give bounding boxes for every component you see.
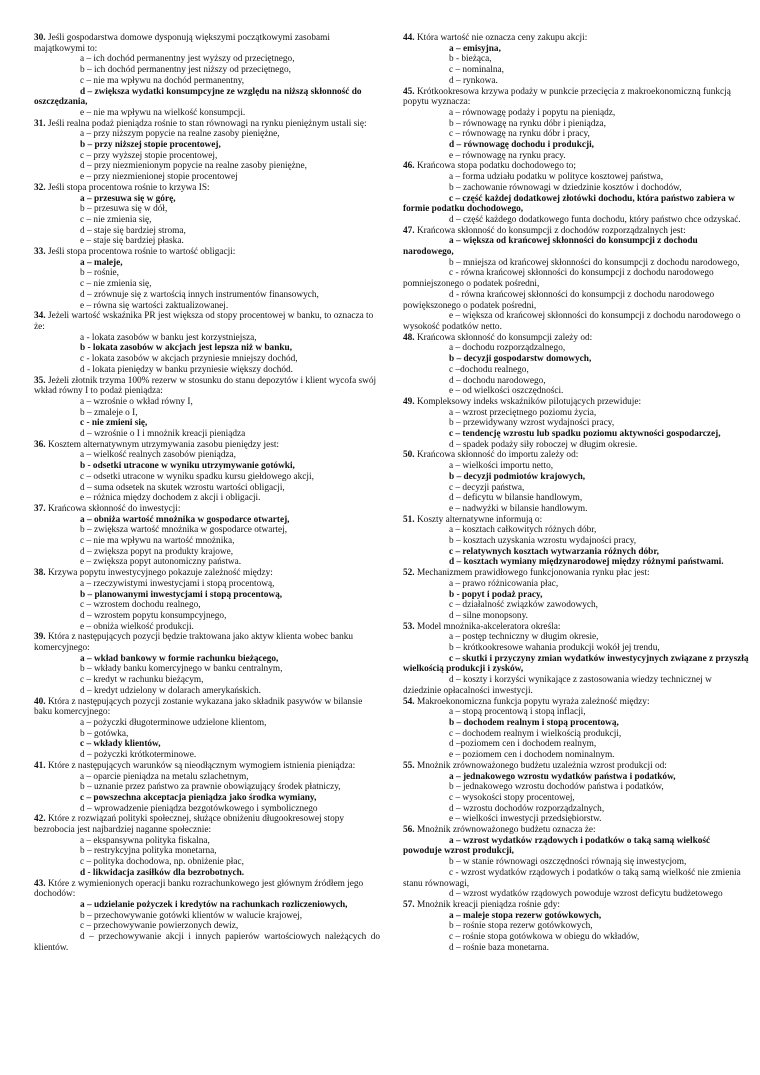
question-block <box>403 397 749 451</box>
answer-option: c – dochodem realnym i wielkością produkcji, <box>449 728 622 739</box>
answer-option-correct: c – tendencję wzrostu lub spadku poziomu aktywności gospodarczej, <box>449 429 721 440</box>
answer-option: d - lokata pieniędzy w banku przyniesie większy dochód. <box>80 364 293 375</box>
question-number: 33. <box>34 247 46 258</box>
answer-option: e – równa się wartości zaktualizowanej. <box>80 300 229 311</box>
answer-option: b – przewidywany wzrost wydajności pracy, <box>449 418 615 429</box>
answer-option: b – zwiększa wartość mnożnika w gospodarce otwartej, <box>80 525 288 536</box>
question-stem: Krzywa popytu inwestycyjnego pokazuje zależność między: <box>47 568 273 579</box>
question-stem: Krańcowa skłonność do konsumpcji z dochodów rozporządzalnych jest: <box>416 225 686 236</box>
answer-option: c – decyzji państwa, <box>449 482 525 493</box>
answer-option: d – zrównuje się z wartością innych instrumentów finansowych, <box>80 289 319 300</box>
answer-option: d – wzrośnie o I i mnożnik kreacji pieniądza <box>80 429 246 440</box>
answer-option: c – równowagę na rynku dóbr i pracy, <box>449 129 590 140</box>
question-block <box>403 226 749 333</box>
question-number: 31. <box>34 118 46 129</box>
answer-option-correct: c - nie zmieni się, <box>80 418 148 429</box>
answer-option: d – wzrostem popytu konsumpcyjnego, <box>80 610 227 621</box>
question-number: 42. <box>34 814 46 825</box>
question-stem: Mnożnik zrównoważonego budżetu oznacza że: <box>416 825 596 836</box>
question-text <box>403 568 749 579</box>
question-stem: Kompleksowy indeks wskaźników pilotujących przewiduje: <box>416 396 642 407</box>
answer-option: c – polityka dochodowa, np. obniżenie płac, <box>80 857 244 868</box>
answer-option: e – nadwyżki w bilansie handlowym. <box>449 503 588 514</box>
question-text <box>403 515 749 526</box>
answer-option: b – zachowanie równowagi w dziedzinie kosztów i dochodów, <box>449 182 682 193</box>
question-number: 32. <box>34 182 46 193</box>
answer-option: c – przy wyższej stopie procentowej, <box>80 150 218 161</box>
question-text <box>403 697 749 708</box>
question-stem: Mnożnik kreacji pieniądza rośnie gdy: <box>416 899 560 910</box>
answer-option: c – kredyt w rachunku bieżącym, <box>80 675 204 686</box>
answer-option: c - wzrost wydatków rządowych i podatków o taką samą wielkość nie zmienia stanu równowagi, <box>403 867 741 889</box>
answer-option: a – ich dochód permanentny jest wyższy od przeciętnego, <box>80 54 295 65</box>
question-block <box>34 761 380 815</box>
question-text <box>403 450 749 461</box>
question-block <box>34 119 380 183</box>
answer-option: d – suma odsetek na skutek wzrostu wartości obligacji, <box>80 482 285 493</box>
question-number: 37. <box>34 503 46 514</box>
answer-option: c –dochodu realnego, <box>449 364 529 375</box>
right-column <box>403 33 749 953</box>
answer-option-correct: b - lokata zasobów w akcjach jest lepsza niż w banku, <box>80 343 293 354</box>
answer-option-correct: a – obniża wartość mnożnika w gospodarce otwartej, <box>80 514 290 525</box>
question-block <box>403 761 749 825</box>
answer-option: c – nie ma wpływu na dochód permanentny, <box>80 75 245 86</box>
question-block <box>34 814 380 878</box>
answer-option: c - lokata zasobów w akcjach przyniesie mniejszy dochód, <box>80 354 298 365</box>
answer-option: d – przechowywanie akcji i innych papierów wartościowych należących do klientów. <box>34 932 380 953</box>
answer-option: c – wzrostem dochodu realnego, <box>80 600 201 611</box>
answer-option: a – równowagę podaży i popytu na pieniądz, <box>449 107 616 118</box>
answer-option-correct: a – maleje stopa rezerw gotówkowych, <box>449 910 602 921</box>
question-number: 57. <box>403 899 415 910</box>
question-number: 50. <box>403 450 415 461</box>
question-text <box>34 376 380 397</box>
answer-option: d – dochodu narodowego, <box>449 375 546 386</box>
question-block <box>403 87 749 162</box>
answer-option: e – różnica między dochodem z akcji i obligacji. <box>80 493 261 504</box>
answer-option: e – staje się bardziej płaska. <box>80 236 184 247</box>
answer-option: a – wielkość realnych zasobów pieniądza, <box>80 450 236 461</box>
answer-option: c – odsetki utracone w wyniku spadku kursu giełdowego akcji, <box>80 471 314 482</box>
answer-option: a – dochodu rozporządzalnego, <box>449 343 566 354</box>
answer-option: a – oparcie pieniądza na metalu szlachetnym, <box>80 771 249 782</box>
question-text <box>34 33 380 54</box>
answer-option: d – wzrost wydatków rządowych powoduje wzrost deficytu budżetowego <box>449 889 723 900</box>
question-block <box>34 376 380 440</box>
answer-option: e – obniża wielkość produkcji. <box>80 621 194 632</box>
question-text <box>34 440 380 451</box>
answer-option: b – zmaleje o I, <box>80 407 138 418</box>
answer-option: b – krótkookresowe wahania produkcji wokół jej trendu, <box>449 643 660 654</box>
answer-option: b – rośnie stopa rezerw gotówkowych, <box>449 921 593 932</box>
question-text <box>403 900 749 911</box>
question-block <box>403 333 749 397</box>
question-number: 53. <box>403 621 415 632</box>
answer-option: d – kredyt udzielony w dolarach amerykańskich. <box>80 685 261 696</box>
answer-option-correct: c – relatywnych kosztach wytwarzania różnych dóbr, <box>449 546 659 557</box>
answer-option: a – forma udziału podatku w polityce kosztowej państwa, <box>449 172 664 183</box>
answer-option: a – ekspansywna polityka fiskalna, <box>80 835 210 846</box>
question-stem: Mechanizmem prawidłowego funkcjonowania rynku płac jest: <box>416 568 650 579</box>
question-text <box>403 397 749 408</box>
answer-option-correct: b - popyt i podaż pracy, <box>449 589 543 600</box>
answer-option-correct: d – równowagę dochodu i produkcji, <box>449 140 594 151</box>
answer-option: c – nominalna, <box>449 65 504 76</box>
answer-option: a – postęp techniczny w długim okresie, <box>449 632 599 643</box>
question-number: 56. <box>403 825 415 836</box>
question-text <box>403 161 749 172</box>
answer-option: d – koszty i korzyści wynikające z zastosowania wiedzy technicznej w dziedzinie opłacalności inwestycji. <box>403 675 712 696</box>
question-number: 38. <box>34 568 46 579</box>
answer-option: b – przesuwa się w dół, <box>80 204 168 215</box>
question-stem: Jeśli stopa procentowa rośnie to wartość obligacji: <box>47 247 236 258</box>
question-number: 36. <box>34 439 46 450</box>
question-stem: Kosztem alternatywnym utrzymywania zasobu pieniędzy jest: <box>47 439 280 450</box>
answer-option-correct: a – emisyjna, <box>449 43 501 54</box>
question-text <box>403 87 749 108</box>
answer-option: e – większa od krańcowej skłonności do konsumpcji z dochodu narodowego o wysokość podatków netto. <box>403 311 741 332</box>
answer-option: a – wzrost przeciętnego poziomu życia, <box>449 407 597 418</box>
answer-option: e – równowagę na rynku pracy. <box>449 150 566 161</box>
question-number: 39. <box>34 632 46 643</box>
question-text <box>34 697 380 718</box>
answer-option: c – nie zmienia się, <box>80 279 152 290</box>
answer-option: a – prawo różnicowania płac, <box>449 578 559 589</box>
question-block <box>403 33 749 87</box>
answer-option: b – przechowywanie gotówki klientów w walucie krajowej, <box>80 910 303 921</box>
question-block <box>34 879 380 954</box>
answer-option-correct: b - odsetki utracone w wyniku utrzymywanie gotówki, <box>80 461 295 472</box>
question-text <box>403 761 749 772</box>
answer-option: a – pożyczki długoterminowe udzielone klientom, <box>80 718 267 728</box>
question-stem: Model mnożnika-akceleratora określa: <box>416 621 561 632</box>
question-stem: Makroekonomiczna funkcja popytu wyraża zależność między: <box>416 696 650 707</box>
answer-option: e – od wielkości oszczędności. <box>449 386 564 397</box>
question-stem: Która z następujących pozycji zostanie wykazana jako składnik pasywów w bilansie baku komercyjnego: <box>34 696 363 718</box>
question-stem: Koszty alternatywne informują o: <box>416 514 543 525</box>
question-block <box>34 33 380 119</box>
question-number: 47. <box>403 225 415 236</box>
question-block <box>403 161 749 225</box>
answer-option-correct: a – przesuwa się w górę, <box>80 193 176 204</box>
question-block <box>34 504 380 568</box>
question-stem: Jeśli realna podaż pieniądza rośnie to stan równowagi na rynku pieniężnym ustali się: <box>47 118 367 129</box>
answer-option-correct: b – planowanymi inwestycjami i stopą procentową, <box>80 589 283 600</box>
question-block <box>403 825 749 900</box>
answer-option: c – rośnie stopa gotówkowa w obiegu do wkładów, <box>449 932 640 943</box>
answer-option: b – wkłady banku komercyjnego w banku centralnym, <box>80 664 283 675</box>
question-number: 52. <box>403 568 415 579</box>
answer-option-correct: b – decyzji gospodarstw domowych, <box>449 354 592 365</box>
answer-option-correct: a – większa od krańcowej skłonności do konsumpcji z dochodu narodowego, <box>403 236 698 258</box>
question-stem: Krańcowa skłonność do konsumpcji zależy od: <box>416 332 593 343</box>
question-stem: Która z następujących pozycji będzie traktowana jako aktyw klienta wobec banku komercyjnego: <box>34 632 354 654</box>
question-text <box>34 568 380 579</box>
question-stem: Które z następujących warunków są nieodłącznym wymogiem istnienia pieniądza: <box>47 760 356 771</box>
question-stem: Krótkookresowa krzywa podaży w punkcie przecięcia z makroekonomiczną funkcją popytu wyznacza: <box>403 86 731 108</box>
answer-option: d – część każdego dodatkowego funta dochodu, który państwo chce odzyskać. <box>449 214 741 225</box>
question-number: 49. <box>403 396 415 407</box>
answer-option: d – rośnie baza monetarna. <box>449 942 549 953</box>
question-text <box>34 814 380 835</box>
question-number: 34. <box>34 311 46 322</box>
answer-option-correct: a – wzrost wydatków rządowych i podatków o taką samą wielkość powoduje wzrost produkcji, <box>403 835 711 857</box>
answer-option: e – zwiększa popyt autonomiczny państwa. <box>80 557 242 568</box>
answer-option-correct: d – kosztach wymiany międzynarodowej między różnymi państwami. <box>449 557 724 568</box>
answer-option: e – nie ma wpływu na wielkość konsumpcji. <box>80 107 246 118</box>
question-stem: Mnożnik zrównoważonego budżetu uzależnia wzrost produkcji od: <box>416 760 667 771</box>
answer-option: d – staje się bardziej stroma, <box>80 225 186 236</box>
answer-option: b – jednakowego wzrostu dochodów państwa i podatków, <box>449 782 664 793</box>
answer-option: d – spadek podaży siły roboczej w długim okresie. <box>449 439 638 450</box>
question-stem: Które z wymienionych operacji banku rozrachunkowego jest głównym źródłem jego dochodów: <box>34 878 364 900</box>
answer-option-correct: b – dochodem realnym i stopą procentową, <box>449 718 619 728</box>
question-block <box>34 183 380 247</box>
answer-option: a – kosztach całkowitych różnych dóbr, <box>449 525 597 536</box>
question-text <box>34 879 380 900</box>
question-number: 51. <box>403 514 415 525</box>
question-block <box>403 568 749 622</box>
question-block <box>403 697 749 761</box>
answer-option-correct: a – wkład bankowy w formie rachunku bieżącego, <box>80 653 279 664</box>
answer-option: d –poziomem cen i dochodem realnym, <box>449 739 597 750</box>
question-text <box>403 33 749 44</box>
answer-option: d – pożyczki krótkoterminowe. <box>80 750 197 761</box>
question-number: 30. <box>34 33 46 43</box>
answer-option-correct: c – powszechna akceptacja pieniądza jako środka wymiany, <box>80 792 317 803</box>
answer-option-correct: c – skutki i przyczyny zmian wydatków inwestycyjnych związane z przyszłą wielkością produkcji i zysków, <box>403 653 749 675</box>
answer-option: b – ich dochód permanentny jest niższy od przeciętnego, <box>80 65 291 76</box>
answer-option-correct: b – decyzji podmiotów krajowych, <box>449 471 586 482</box>
question-block <box>34 697 380 761</box>
answer-option: a – przy niższym popycie na realne zasoby pieniężne, <box>80 129 280 140</box>
answer-option: e – przy niezmienionej stopie procentowej <box>80 172 238 183</box>
answer-option-correct: a – udzielanie pożyczek i kredytów na rachunkach rozliczeniowych, <box>80 899 348 910</box>
question-text <box>34 632 380 653</box>
answer-option: c – nie zmienia się, <box>80 214 152 225</box>
question-block <box>34 247 380 311</box>
question-block <box>34 632 380 696</box>
question-block <box>403 450 749 514</box>
answer-option-correct: c – część każdej dodatkowej złotówki dochodu, która państwo zabiera w formie podatku dochodowego, <box>403 193 735 215</box>
question-text <box>34 247 380 258</box>
answer-option: c – wysokości stopy procentowej, <box>449 792 575 803</box>
answer-option: a – wzrośnie o wkład równy I, <box>80 396 193 407</box>
question-text <box>34 119 380 130</box>
question-stem: Jeśli gospodarstwa domowe dysponują większymi początkowymi zasobami majątkowymi to: <box>34 33 330 54</box>
question-stem: Krańcowa stopa podatku dochodowego to; <box>416 161 576 172</box>
question-text <box>403 825 749 836</box>
answer-option: b – restrykcyjna polityka monetarna, <box>80 846 217 857</box>
question-stem: Jeśli stopa procentowa rośnie to krzywa IS: <box>47 182 210 193</box>
answer-option: c - równa krańcowej skłonności do konsumpcji z dochodu narodowego pomniejszonego o podatek pośredni, <box>403 268 714 290</box>
answer-option-correct: c – wkłady klientów, <box>80 739 161 750</box>
question-text <box>403 622 749 633</box>
answer-option: d – przy niezmienionym popycie na realne zasoby pieniężne, <box>80 161 307 172</box>
question-block <box>34 568 380 632</box>
answer-option: e – poziomem cen i dochodem nominalnym. <box>449 750 615 761</box>
answer-option-correct: b – przy niższej stopie procentowej, <box>80 140 221 151</box>
question-block <box>34 311 380 375</box>
answer-option-correct: d - likwidacja zasiłków dla bezrobotnych. <box>80 867 245 878</box>
question-text <box>403 333 749 344</box>
question-text <box>34 311 380 332</box>
question-stem: Które z rozwiązań polityki społecznej, służące obniżeniu długookresowej stopy bezrobocia jest najbardziej naganne społecznie: <box>34 814 345 836</box>
question-text <box>34 761 380 772</box>
answer-option: d – wprowadzenie pieniądza bezgotówkowego i symbolicznego <box>80 803 318 814</box>
answer-option-correct: a – maleje, <box>80 257 123 268</box>
answer-option: c – przechowywanie powierzonych dewiz, <box>80 921 239 932</box>
question-stem: Która wartość nie oznacza ceny zakupu akcji: <box>416 33 588 43</box>
question-block <box>403 515 749 569</box>
question-stem: Krańcowa skłonność do inwestycji: <box>47 503 181 514</box>
question-number: 40. <box>34 696 46 707</box>
answer-option: b - bieżąca, <box>449 54 492 65</box>
answer-option: c – działalność związków zawodowych, <box>449 600 598 611</box>
question-number: 54. <box>403 696 415 707</box>
answer-option: b – mniejsza od krańcowej skłonności do konsumpcji z dochodu narodowego, <box>449 257 740 268</box>
answer-option: a - lokata zasobów w banku jest korzystniejsza, <box>80 332 257 343</box>
answer-option: d – deficytu w bilansie handlowym, <box>449 493 583 504</box>
question-number: 43. <box>34 878 46 889</box>
answer-option-correct: a – jednakowego wzrostu wydatków państwa i podatków, <box>449 771 676 782</box>
question-number: 41. <box>34 760 46 771</box>
answer-option: d – wzrostu dochodów rozporządzalnych, <box>449 803 605 814</box>
answer-option: d - równa krańcowej skłonności do konsumpcji z dochodu narodowego powiększonego o podatek pośredni, <box>403 289 715 311</box>
answer-option: a – wielkości importu netto, <box>449 461 554 472</box>
answer-option: d – rynkowa. <box>449 75 498 86</box>
answer-option: d – zwiększa popyt na produkty krajowe, <box>80 546 234 557</box>
answer-option: d – silne monopsony. <box>449 610 528 621</box>
answer-option: b – rośnie, <box>80 268 119 279</box>
answer-option: c – nie ma wpływu na wartość mnożnika, <box>80 536 235 547</box>
left-column <box>34 33 380 953</box>
answer-option: b – kosztach uzyskania wzrostu wydajności pracy, <box>449 536 637 547</box>
answer-option: b – równowagę na rynku dóbr i pieniądza, <box>449 118 606 129</box>
question-text <box>34 504 380 515</box>
question-number: 46. <box>403 161 415 172</box>
answer-option-correct: d – zwiększa wydatki konsumpcyjne ze względu na niższą skłonność do oszczędzania, <box>34 86 362 108</box>
answer-option: b – gotówka, <box>80 728 129 739</box>
question-stem: Krańcowa skłonność do importu zależy od: <box>416 450 579 461</box>
question-stem: Jeżeli wartość wskaźnika PR jest większa od stopy procentowej w banku, to oznacza to że: <box>34 311 374 332</box>
question-text <box>403 226 749 237</box>
answer-option: b – uznanie przez państwo za prawnie obowiązujący środek płatniczy, <box>80 782 341 793</box>
question-number: 44. <box>403 33 415 43</box>
question-text <box>34 183 380 194</box>
question-stem: Jeżeli złotnik trzyma 100% rezerw w stosunku do stanu depozytów i klient wycofa swój wkład równy I to podaż pieniądza: <box>34 375 377 397</box>
question-number: 45. <box>403 86 415 97</box>
question-block <box>403 622 749 697</box>
answer-option: a – stopą procentową i stopą inflacji, <box>449 707 586 718</box>
question-number: 48. <box>403 332 415 343</box>
answer-option: a – rzeczywistymi inwestycjami i stopą procentową, <box>80 578 275 589</box>
question-block <box>34 440 380 504</box>
answer-option: b – w stanie równowagi oszczędności równają się inwestycjom, <box>449 857 687 868</box>
question-block <box>403 900 749 954</box>
question-number: 35. <box>34 375 46 386</box>
answer-option: e – wielkości inwestycji przedsiębiorstw. <box>449 814 602 825</box>
question-number: 55. <box>403 760 415 771</box>
